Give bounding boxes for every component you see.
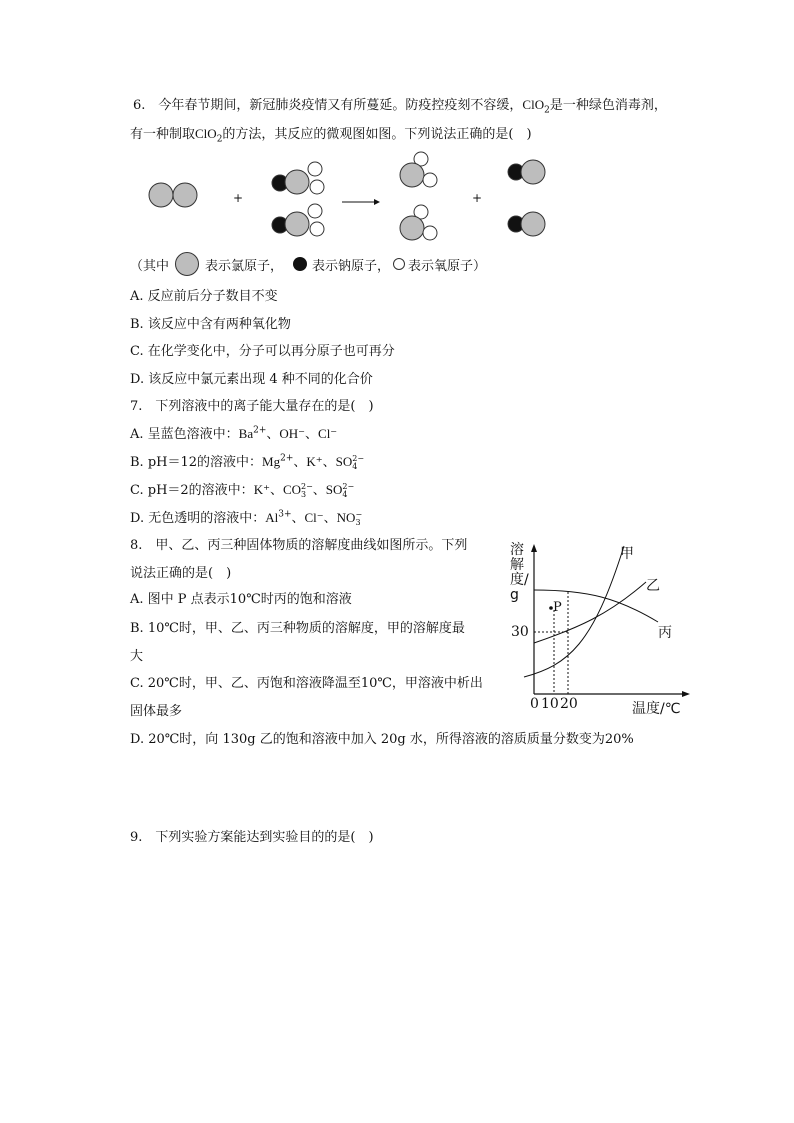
q6-stem-line1	[133, 96, 667, 115]
solubility-chart	[508, 540, 698, 724]
q8-option-b-line2: 大	[130, 649, 144, 664]
o-atom	[423, 226, 437, 240]
cl-atom	[173, 183, 197, 207]
option-label: A. 呈蓝色溶液中：	[130, 427, 239, 442]
chem-clo2: ClO	[522, 97, 545, 112]
superscript: 2+	[280, 453, 294, 464]
option-label: B. pH＝12的溶液中：	[130, 455, 263, 470]
q6-option-d: D. 该反应中氯元素出现 4 种不同的化合价	[130, 372, 373, 387]
legend-prefix: （其中	[130, 258, 170, 274]
q8-option-a: A. 图中 P 点表示10℃时丙的饱和溶液	[130, 592, 352, 607]
option-label: C. pH＝2的溶液中：	[130, 483, 254, 498]
ion: Ba	[238, 426, 254, 441]
point-p-label: P	[553, 600, 562, 615]
cl-atom	[521, 212, 545, 236]
arrow-head-icon	[374, 199, 380, 205]
x-tick-0: 0	[530, 696, 539, 712]
q6-text: 是一种绿色消毒剂，	[549, 98, 667, 113]
o-atom	[308, 162, 322, 176]
superscript: 2+	[253, 425, 267, 436]
o-atom	[308, 204, 322, 218]
option-label: D. 无色透明的溶液中：	[130, 511, 266, 526]
y-tick-30: 30	[511, 624, 529, 640]
subscript: 3	[355, 517, 361, 527]
o-atom	[310, 222, 324, 236]
q7-option-a	[130, 425, 337, 444]
curve-yi	[534, 582, 646, 643]
ion: 、SO	[312, 482, 343, 497]
subscript: 2	[544, 105, 550, 116]
subscript: 4	[342, 489, 348, 499]
superscript: 3+	[278, 509, 292, 520]
ion: Mg	[262, 454, 281, 469]
series-label-jia: 甲	[620, 546, 634, 562]
cl-atom	[285, 212, 309, 236]
q6-text: 的方法，其反应的微观图如图。下列说法正确的是( )	[222, 127, 532, 142]
q8-option-c-line1: C. 20℃时，甲、乙、丙饱和溶液降温至10℃，甲溶液中析出	[130, 676, 483, 691]
x-tick-20: 20	[560, 696, 578, 712]
q7-option-d	[130, 509, 362, 528]
plus-sign-1: +	[233, 191, 244, 205]
o-atom	[423, 173, 437, 187]
q8-stem-line2: 说法正确的是( )	[130, 566, 232, 581]
y-axis-label: 溶解度/g	[510, 542, 529, 603]
oxygen-atom-icon	[392, 257, 406, 271]
cl-atom	[285, 170, 309, 194]
q8-stem-line1: 8. 甲、乙、丙三种固体物质的溶解度曲线如图所示。下列	[130, 538, 468, 553]
subscript: 3	[301, 489, 307, 499]
chlorine-atom-icon	[173, 250, 201, 278]
legend-o-text: 表示氧原子）	[408, 258, 487, 274]
x-tick-10: 10	[541, 696, 559, 712]
cl-atom	[400, 163, 424, 187]
curve-jia	[524, 546, 624, 677]
plus-sign-2: +	[472, 191, 483, 205]
q6-option-b: B. 该反应中含有两种氧化物	[130, 317, 291, 332]
q8-option-c-line2: 固体最多	[130, 704, 183, 719]
series-label-bing: 丙	[658, 625, 672, 641]
q7-option-b	[130, 453, 364, 472]
q6-option-a: A. 反应前后分子数目不变	[130, 289, 278, 304]
series-label-yi: 乙	[646, 578, 660, 594]
q7-option-c	[130, 481, 354, 500]
subscript: 2	[216, 134, 223, 145]
x-axis-arrow-icon	[682, 691, 690, 697]
ion: 、OH⁻、Cl⁻	[266, 426, 338, 441]
subscript: 4	[352, 461, 358, 471]
ion: 、K⁺、SO	[293, 454, 353, 469]
superscript: 2−	[342, 481, 355, 491]
superscript: 2−	[352, 453, 365, 463]
q9-stem: 9. 下列实验方案能达到实验目的的是( )	[130, 830, 374, 845]
q8-option-b-line1: B. 10℃时，甲、乙、丙三种物质的溶解度，甲的溶解度最	[130, 621, 465, 636]
q6-text: 有一种制取	[130, 127, 196, 142]
superscript: 2−	[301, 481, 313, 491]
cl-atom	[149, 183, 173, 207]
ion: K⁺、CO	[253, 482, 301, 497]
x-axis-label: 温度/℃	[632, 701, 681, 717]
legend-na-text: 表示钠原子，	[312, 258, 391, 274]
q7-stem: 7. 下列溶液中的离子能大量存在的是( )	[130, 399, 374, 414]
q8-option-d: D. 20℃时，向 130g 乙的饱和溶液中加入 20g 水，所得溶液的溶质质量分数变为20%	[130, 732, 634, 747]
ion: 、Cl⁻、NO	[291, 510, 356, 525]
q6-legend	[130, 250, 486, 278]
reaction-diagram	[140, 148, 700, 248]
ion: Al	[265, 510, 279, 525]
q6-option-c: C. 在化学变化中，分子可以再分原子也可再分	[130, 344, 395, 359]
chem-clo2: ClO	[195, 126, 217, 141]
q6-text: 6. 今年春节期间，新冠肺炎疫情又有所蔓延。防疫控疫刻不容缓，	[133, 98, 523, 113]
legend-cl-text: 表示氯原子，	[205, 258, 284, 274]
superscript: −	[355, 509, 363, 519]
q6-stem-line2	[130, 125, 532, 144]
o-atom	[310, 180, 324, 194]
cl-atom	[521, 160, 545, 184]
sodium-atom-icon	[291, 255, 309, 273]
y-axis-arrow-icon	[531, 544, 537, 552]
cl-atom	[400, 216, 424, 240]
